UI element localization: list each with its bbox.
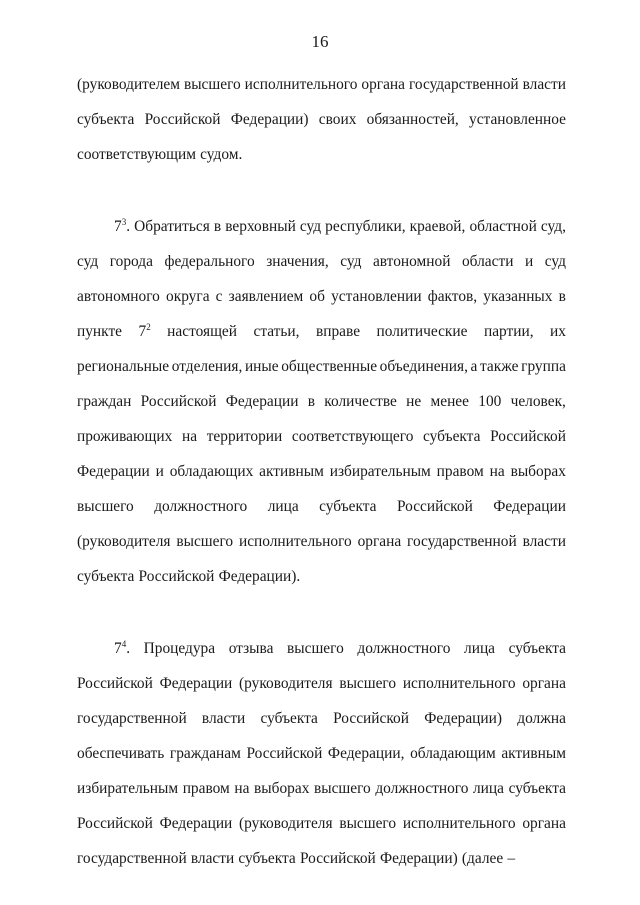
word: объединения, bbox=[379, 358, 468, 375]
text-line bbox=[77, 489, 566, 524]
word: высшего bbox=[77, 498, 134, 515]
word: Федерации bbox=[159, 815, 233, 832]
text-line bbox=[77, 559, 566, 594]
word: Федерации) bbox=[230, 111, 309, 128]
word: – bbox=[507, 850, 516, 867]
word: Федерации) bbox=[424, 710, 503, 727]
word: субъекта bbox=[238, 850, 296, 867]
word: субъекта bbox=[423, 428, 481, 445]
word: выборах bbox=[254, 780, 310, 797]
word: суд bbox=[299, 218, 322, 235]
text-line bbox=[77, 102, 566, 137]
word: Российской bbox=[144, 111, 221, 128]
word: указанных bbox=[483, 288, 553, 305]
word: соответствующего bbox=[291, 428, 414, 445]
text-line bbox=[77, 454, 566, 489]
word: лица bbox=[464, 640, 496, 657]
word: высшего bbox=[313, 780, 371, 797]
text-line bbox=[77, 701, 566, 736]
word: автономной bbox=[372, 253, 451, 270]
word: Федерации bbox=[159, 675, 233, 692]
word: правом bbox=[436, 463, 484, 480]
word: настоящей bbox=[167, 323, 237, 340]
word: обладающих bbox=[169, 463, 254, 480]
word: отделения, bbox=[171, 358, 243, 375]
page-number: 16 bbox=[311, 32, 329, 51]
word: (руководителем bbox=[77, 76, 180, 93]
text-line bbox=[77, 244, 566, 279]
word: областной bbox=[469, 218, 537, 235]
word: государственной bbox=[77, 850, 187, 867]
word: пункте bbox=[77, 323, 122, 340]
word: Российской bbox=[138, 568, 215, 585]
word: Федерации bbox=[493, 498, 566, 515]
word: Федерации bbox=[77, 463, 150, 480]
text-line bbox=[77, 384, 566, 419]
text-line bbox=[77, 524, 566, 559]
word: обязанностей, bbox=[366, 111, 459, 128]
word: должностного bbox=[357, 640, 451, 657]
word: граждан bbox=[77, 393, 132, 410]
word: фактов, bbox=[427, 288, 478, 305]
word: республики, bbox=[325, 218, 406, 235]
word: верховный bbox=[225, 218, 296, 235]
word: субъекта bbox=[260, 710, 318, 727]
clause-reference: $7^2$ bbox=[138, 322, 151, 340]
word: установлении bbox=[331, 288, 422, 305]
text-line bbox=[77, 279, 566, 314]
word: правом bbox=[182, 780, 230, 797]
paragraph-7-3 bbox=[77, 209, 566, 594]
word: количестве bbox=[324, 393, 397, 410]
word: должна bbox=[517, 710, 566, 727]
word: активным bbox=[259, 463, 324, 480]
word: и bbox=[524, 253, 534, 270]
word: высшего bbox=[339, 675, 397, 692]
word: Федерации) bbox=[379, 850, 458, 867]
paragraph-7-4 bbox=[77, 631, 566, 876]
text-line bbox=[77, 209, 566, 244]
word: Обратиться bbox=[134, 218, 210, 235]
word: автономного bbox=[77, 288, 160, 305]
word: исполнительного bbox=[402, 675, 516, 692]
text-line bbox=[77, 314, 566, 349]
word: власти bbox=[522, 76, 566, 93]
word: менее bbox=[430, 393, 469, 410]
paragraph-gap bbox=[77, 594, 566, 631]
word: значения, bbox=[266, 253, 329, 270]
word: обладающим bbox=[410, 745, 496, 762]
word: а bbox=[470, 358, 478, 375]
word: высшего bbox=[176, 533, 234, 550]
word: государственной bbox=[77, 710, 187, 727]
word: высшего bbox=[287, 640, 344, 657]
word: судом. bbox=[200, 146, 243, 163]
word: высшего bbox=[339, 815, 397, 832]
document-body bbox=[77, 67, 566, 876]
word: города bbox=[109, 253, 153, 270]
word: Федерации bbox=[225, 393, 299, 410]
word: политические bbox=[376, 323, 468, 340]
word: Российской bbox=[299, 850, 376, 867]
word: на bbox=[234, 780, 250, 797]
word: 100 bbox=[478, 393, 502, 410]
word: человек, bbox=[510, 393, 566, 410]
word: (руководителя bbox=[239, 815, 333, 832]
clause-number: $7^4$. bbox=[114, 639, 131, 657]
text-line bbox=[77, 806, 566, 841]
clause-number: $7^3$. bbox=[114, 217, 131, 235]
word: суд bbox=[77, 253, 99, 270]
word: проживающих bbox=[77, 428, 173, 445]
word: выборах bbox=[510, 463, 566, 480]
word: субъекта bbox=[508, 780, 566, 797]
word: региональные bbox=[77, 358, 170, 375]
word: в bbox=[558, 288, 566, 305]
word: исполнительного bbox=[244, 76, 358, 93]
paragraph-gap bbox=[77, 172, 566, 209]
word: отзыва bbox=[228, 640, 274, 657]
word: органа bbox=[357, 533, 402, 550]
word: Процедура bbox=[143, 640, 216, 657]
word: высшего bbox=[183, 76, 241, 93]
word: Российской bbox=[246, 745, 323, 762]
word: лица bbox=[267, 498, 299, 515]
word: (далее bbox=[461, 850, 504, 867]
word: государственной bbox=[408, 76, 519, 93]
word: федерального bbox=[164, 253, 255, 270]
word: суд bbox=[340, 253, 362, 270]
word: избирательным bbox=[77, 780, 179, 797]
word: своих bbox=[318, 111, 357, 128]
word: Российской bbox=[77, 815, 153, 832]
word: Российской bbox=[77, 675, 153, 692]
text-line bbox=[77, 666, 566, 701]
word: их bbox=[550, 323, 566, 340]
word: органа bbox=[522, 815, 566, 832]
word: органа bbox=[361, 76, 405, 93]
word: суд bbox=[544, 253, 566, 270]
text-line bbox=[77, 349, 566, 384]
word: установленное bbox=[469, 111, 566, 128]
word: исполнительного bbox=[402, 815, 516, 832]
word: Российской bbox=[140, 393, 217, 410]
word: группа bbox=[521, 358, 566, 375]
word: Российской bbox=[396, 498, 473, 515]
word: обеспечивать bbox=[77, 745, 165, 762]
word: суд, bbox=[540, 218, 566, 235]
word: территории bbox=[206, 428, 283, 445]
word: субъекта bbox=[77, 568, 135, 585]
word: краевой, bbox=[409, 218, 466, 235]
word: (руководителя bbox=[77, 533, 171, 550]
word: заявлением bbox=[228, 288, 304, 305]
text-line bbox=[77, 67, 566, 102]
word: избирательным bbox=[329, 463, 431, 480]
word: с bbox=[215, 288, 223, 305]
word: на bbox=[489, 463, 505, 480]
word: и bbox=[155, 463, 164, 480]
word: власти bbox=[190, 850, 235, 867]
word: соответствующим bbox=[77, 146, 196, 163]
paragraph-continuation bbox=[77, 67, 566, 172]
word: власти bbox=[522, 533, 566, 550]
word: Российской bbox=[490, 428, 566, 445]
word: (руководителя bbox=[239, 675, 333, 692]
word: об bbox=[309, 288, 325, 305]
word: гражданам bbox=[169, 745, 241, 762]
word: исполнительного bbox=[238, 533, 352, 550]
word: общественные bbox=[281, 358, 378, 375]
text-line bbox=[77, 137, 566, 172]
text-line bbox=[77, 736, 566, 771]
word: в bbox=[307, 393, 315, 410]
word: также bbox=[480, 358, 519, 375]
word: Российской bbox=[333, 710, 409, 727]
text-line bbox=[77, 841, 566, 876]
word: вправе bbox=[315, 323, 361, 340]
word: округа bbox=[166, 288, 210, 305]
word: области bbox=[461, 253, 514, 270]
word: статьи, bbox=[253, 323, 300, 340]
word: власти bbox=[201, 710, 246, 727]
word: субъекта bbox=[77, 111, 135, 128]
word: должностного bbox=[375, 780, 469, 797]
word: должностного bbox=[154, 498, 248, 515]
word: иные bbox=[244, 358, 279, 375]
word: партии, bbox=[483, 323, 534, 340]
word: в bbox=[213, 218, 222, 235]
text-line bbox=[77, 631, 566, 666]
word: органа bbox=[522, 675, 566, 692]
word: на bbox=[181, 428, 198, 445]
word: Федерации). bbox=[218, 568, 301, 585]
word: активным bbox=[501, 745, 566, 762]
word: не bbox=[406, 393, 422, 410]
word: государственной bbox=[407, 533, 517, 550]
word: лица bbox=[473, 780, 504, 797]
text-line bbox=[77, 419, 566, 454]
text-line bbox=[77, 771, 566, 806]
word: субъекта bbox=[319, 498, 377, 515]
word: Федерации, bbox=[327, 745, 405, 762]
word: субъекта bbox=[508, 640, 566, 657]
